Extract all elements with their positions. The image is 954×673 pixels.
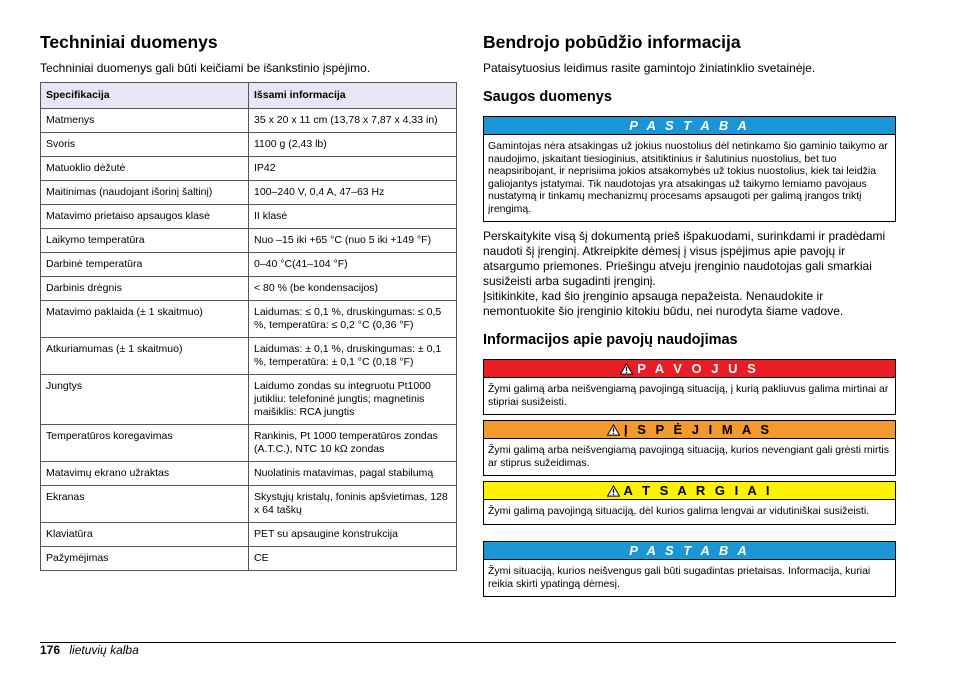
danger-text: Žymi galimą arba neišvengiamą pavojingą situaciją, į kurią pakliuvus galima mirtinai ar stipriai susižeisti.: [488, 383, 889, 408]
spec-name-cell: Atkuriamumas (± 1 skaitmuo): [41, 338, 249, 375]
spec-value-cell: Nuolatinis matavimas, pagal stabilumą: [249, 462, 457, 486]
spec-name-cell: Svoris: [41, 133, 249, 157]
warning-box: [483, 420, 896, 476]
spec-name-cell: Jungtys: [41, 375, 249, 425]
warning-label: Į S P Ė J I M A S: [623, 422, 773, 437]
table-row: [41, 301, 457, 338]
table-row: [41, 425, 457, 462]
spec-value-cell: Laidumas: ± 0,1 %, druskingumas: ± 0,1 %, temperatūra: ± 0,1 °C (0,18 °F): [249, 338, 457, 375]
caution-label: A T S A R G I A I: [623, 483, 773, 498]
spec-value-cell: 1100 g (2,43 lb): [249, 133, 457, 157]
caution-text: Žymi galimą pavojingą situaciją, dėl kurios galima lengvai ar vidutiniškai susižeisti.: [488, 505, 870, 517]
notice-box-2: [483, 541, 896, 597]
notice-text-2: Žymi situaciją, kurios neišvengus gali būti sugadintas prietaisas. Informacija, kuriai reikia skirti ypatingą dėmesį.: [488, 565, 871, 590]
spec-value-cell: Laidumo zondas su integruotu Pt1000 jutikliu: telefoninė jungtis; magnetinis maišiklis: RCA jungtis: [249, 375, 457, 425]
safety-paragraph-protection: Įsitikinkite, kad šio įrenginio apsauga nepažeista. Nenaudokite ir nemontuokite šio įrenginio kitokiu būdu, nei nurodyta šiame vadove.: [483, 289, 844, 318]
warning-triangle-icon: [607, 424, 620, 436]
table-row: [41, 133, 457, 157]
spec-name-cell: Klaviatūra: [41, 523, 249, 547]
table-row: [41, 109, 457, 133]
spec-name-cell: Temperatūros koregavimas: [41, 425, 249, 462]
table-row: [41, 229, 457, 253]
table-row: [41, 277, 457, 301]
spec-name-cell: Pažymėjimas: [41, 547, 249, 571]
page-number: 176: [40, 643, 61, 657]
page-footer: [40, 643, 139, 657]
table-row: [41, 462, 457, 486]
spec-name-cell: Matavimų ekrano užraktas: [41, 462, 249, 486]
footer-divider: [40, 642, 896, 643]
warning-triangle-icon: [620, 363, 633, 375]
spec-name-cell: Darbinis drėgnis: [41, 277, 249, 301]
hazard-info-heading: Informacijos apie pavojų naudojimas: [483, 332, 738, 348]
spec-name-cell: Laikymo temperatūra: [41, 229, 249, 253]
spec-name-cell: Maitinimas (naudojant išorinį šaltinį): [41, 181, 249, 205]
table-row: [41, 338, 457, 375]
general-info-title: Bendrojo pobūdžio informacija: [483, 32, 741, 52]
table-row: [41, 157, 457, 181]
column-header-details: Išsami informacija: [249, 83, 457, 109]
spec-name-cell: Ekranas: [41, 486, 249, 523]
spec-name-cell: Darbinė temperatūra: [41, 253, 249, 277]
warning-triangle-icon: [607, 485, 620, 497]
spec-value-cell: PET su apsaugine konstrukcija: [249, 523, 457, 547]
table-row: [41, 486, 457, 523]
general-info-intro: Pataisytuosius leidimus rasite gamintojo žiniatinklio svetainėje.: [483, 61, 816, 75]
spec-value-cell: 0–40 °C(41–104 °F): [249, 253, 457, 277]
spec-value-cell: Nuo –15 iki +65 °C (nuo 5 iki +149 °F): [249, 229, 457, 253]
spec-value-cell: Rankinis, Pt 1000 temperatūros zondas (A.T.C.), NTC 10 kΩ zondas: [249, 425, 457, 462]
table-row: [41, 181, 457, 205]
spec-name-cell: Matuoklio dėžutė: [41, 157, 249, 181]
notice-box: [483, 116, 896, 222]
danger-label: P A V O J U S: [637, 361, 759, 376]
footer-language: lietuvių kalba: [69, 643, 139, 657]
notice-header: P A S T A B A: [484, 117, 895, 135]
caution-box: [483, 481, 896, 525]
table-row: [41, 547, 457, 571]
column-header-specification: Specifikacija: [41, 83, 249, 109]
technical-data-title: Techniniai duomenys: [40, 32, 218, 52]
specifications-table: [40, 82, 457, 571]
danger-box: [483, 359, 896, 415]
warning-header: [484, 421, 895, 439]
danger-header: [484, 360, 895, 378]
spec-value-cell: < 80 % (be kondensacijos): [249, 277, 457, 301]
safety-data-heading: Saugos duomenys: [483, 89, 612, 105]
safety-paragraph-read-manual: Perskaitykite visą šį dokumentą prieš išpakuodami, surinkdami ir pradėdami naudoti šį įrenginį. Atkreipkite dėmesį į visus įspėjimus apie pavojų ir atsargumo priemones. Priešingu atveju įrenginio naudotojas gali smarkiai susižeisti arba sugadinti įrenginį.: [483, 229, 886, 288]
technical-data-intro: Techniniai duomenys gali būti keičiami be išankstinio įspėjimo.: [40, 61, 371, 75]
spec-value-cell: II klasė: [249, 205, 457, 229]
spec-value-cell: 100–240 V, 0,4 A, 47–63 Hz: [249, 181, 457, 205]
spec-name-cell: Matmenys: [41, 109, 249, 133]
caution-header: [484, 482, 895, 500]
notice-header-2: P A S T A B A: [484, 542, 895, 560]
spec-value-cell: 35 x 20 x 11 cm (13,78 x 7,87 x 4,33 in): [249, 109, 457, 133]
specifications-table-body: [41, 109, 457, 571]
table-row: [41, 375, 457, 425]
spec-value-cell: CE: [249, 547, 457, 571]
warning-text: Žymi galimą arba neišvengiamą pavojingą situaciją, kurios nevengiant gali grėsti mirtis ar stiprus sužeidimas.: [488, 444, 889, 469]
notice-text: Gamintojas nėra atsakingas už jokius nuostolius dėl netinkamo šio gaminio taikymo ar naudojimo, įskaitant tiesioginius, atsitiktinius ir šalutinius nuostolius, bet tuo neapsiribojant, ir neprisiima jokios atsakomybės už tokius nuostolius, kiek tai leidžia galiojantys įstatymai. Tik naudotojas yra atsakingas už taikymo lemiamo pavojaus nustatymą ir tinkamų mechanizmų procesams apsaugoti per galimą įrangos triktį įrengimą.: [488, 140, 888, 215]
spec-value-cell: IP42: [249, 157, 457, 181]
spec-name-cell: Matavimo paklaida (± 1 skaitmuo): [41, 301, 249, 338]
table-row: [41, 205, 457, 229]
spec-value-cell: Skystųjų kristalų, foninis apšvietimas, 128 x 64 taškų: [249, 486, 457, 523]
spec-name-cell: Matavimo prietaiso apsaugos klasė: [41, 205, 249, 229]
spec-value-cell: Laidumas: ≤ 0,1 %, druskingumas: ≤ 0,5 %, temperatūra: ≤ 0,2 °C (0,36 °F): [249, 301, 457, 338]
table-header-row: [41, 83, 457, 109]
table-row: [41, 253, 457, 277]
table-row: [41, 523, 457, 547]
